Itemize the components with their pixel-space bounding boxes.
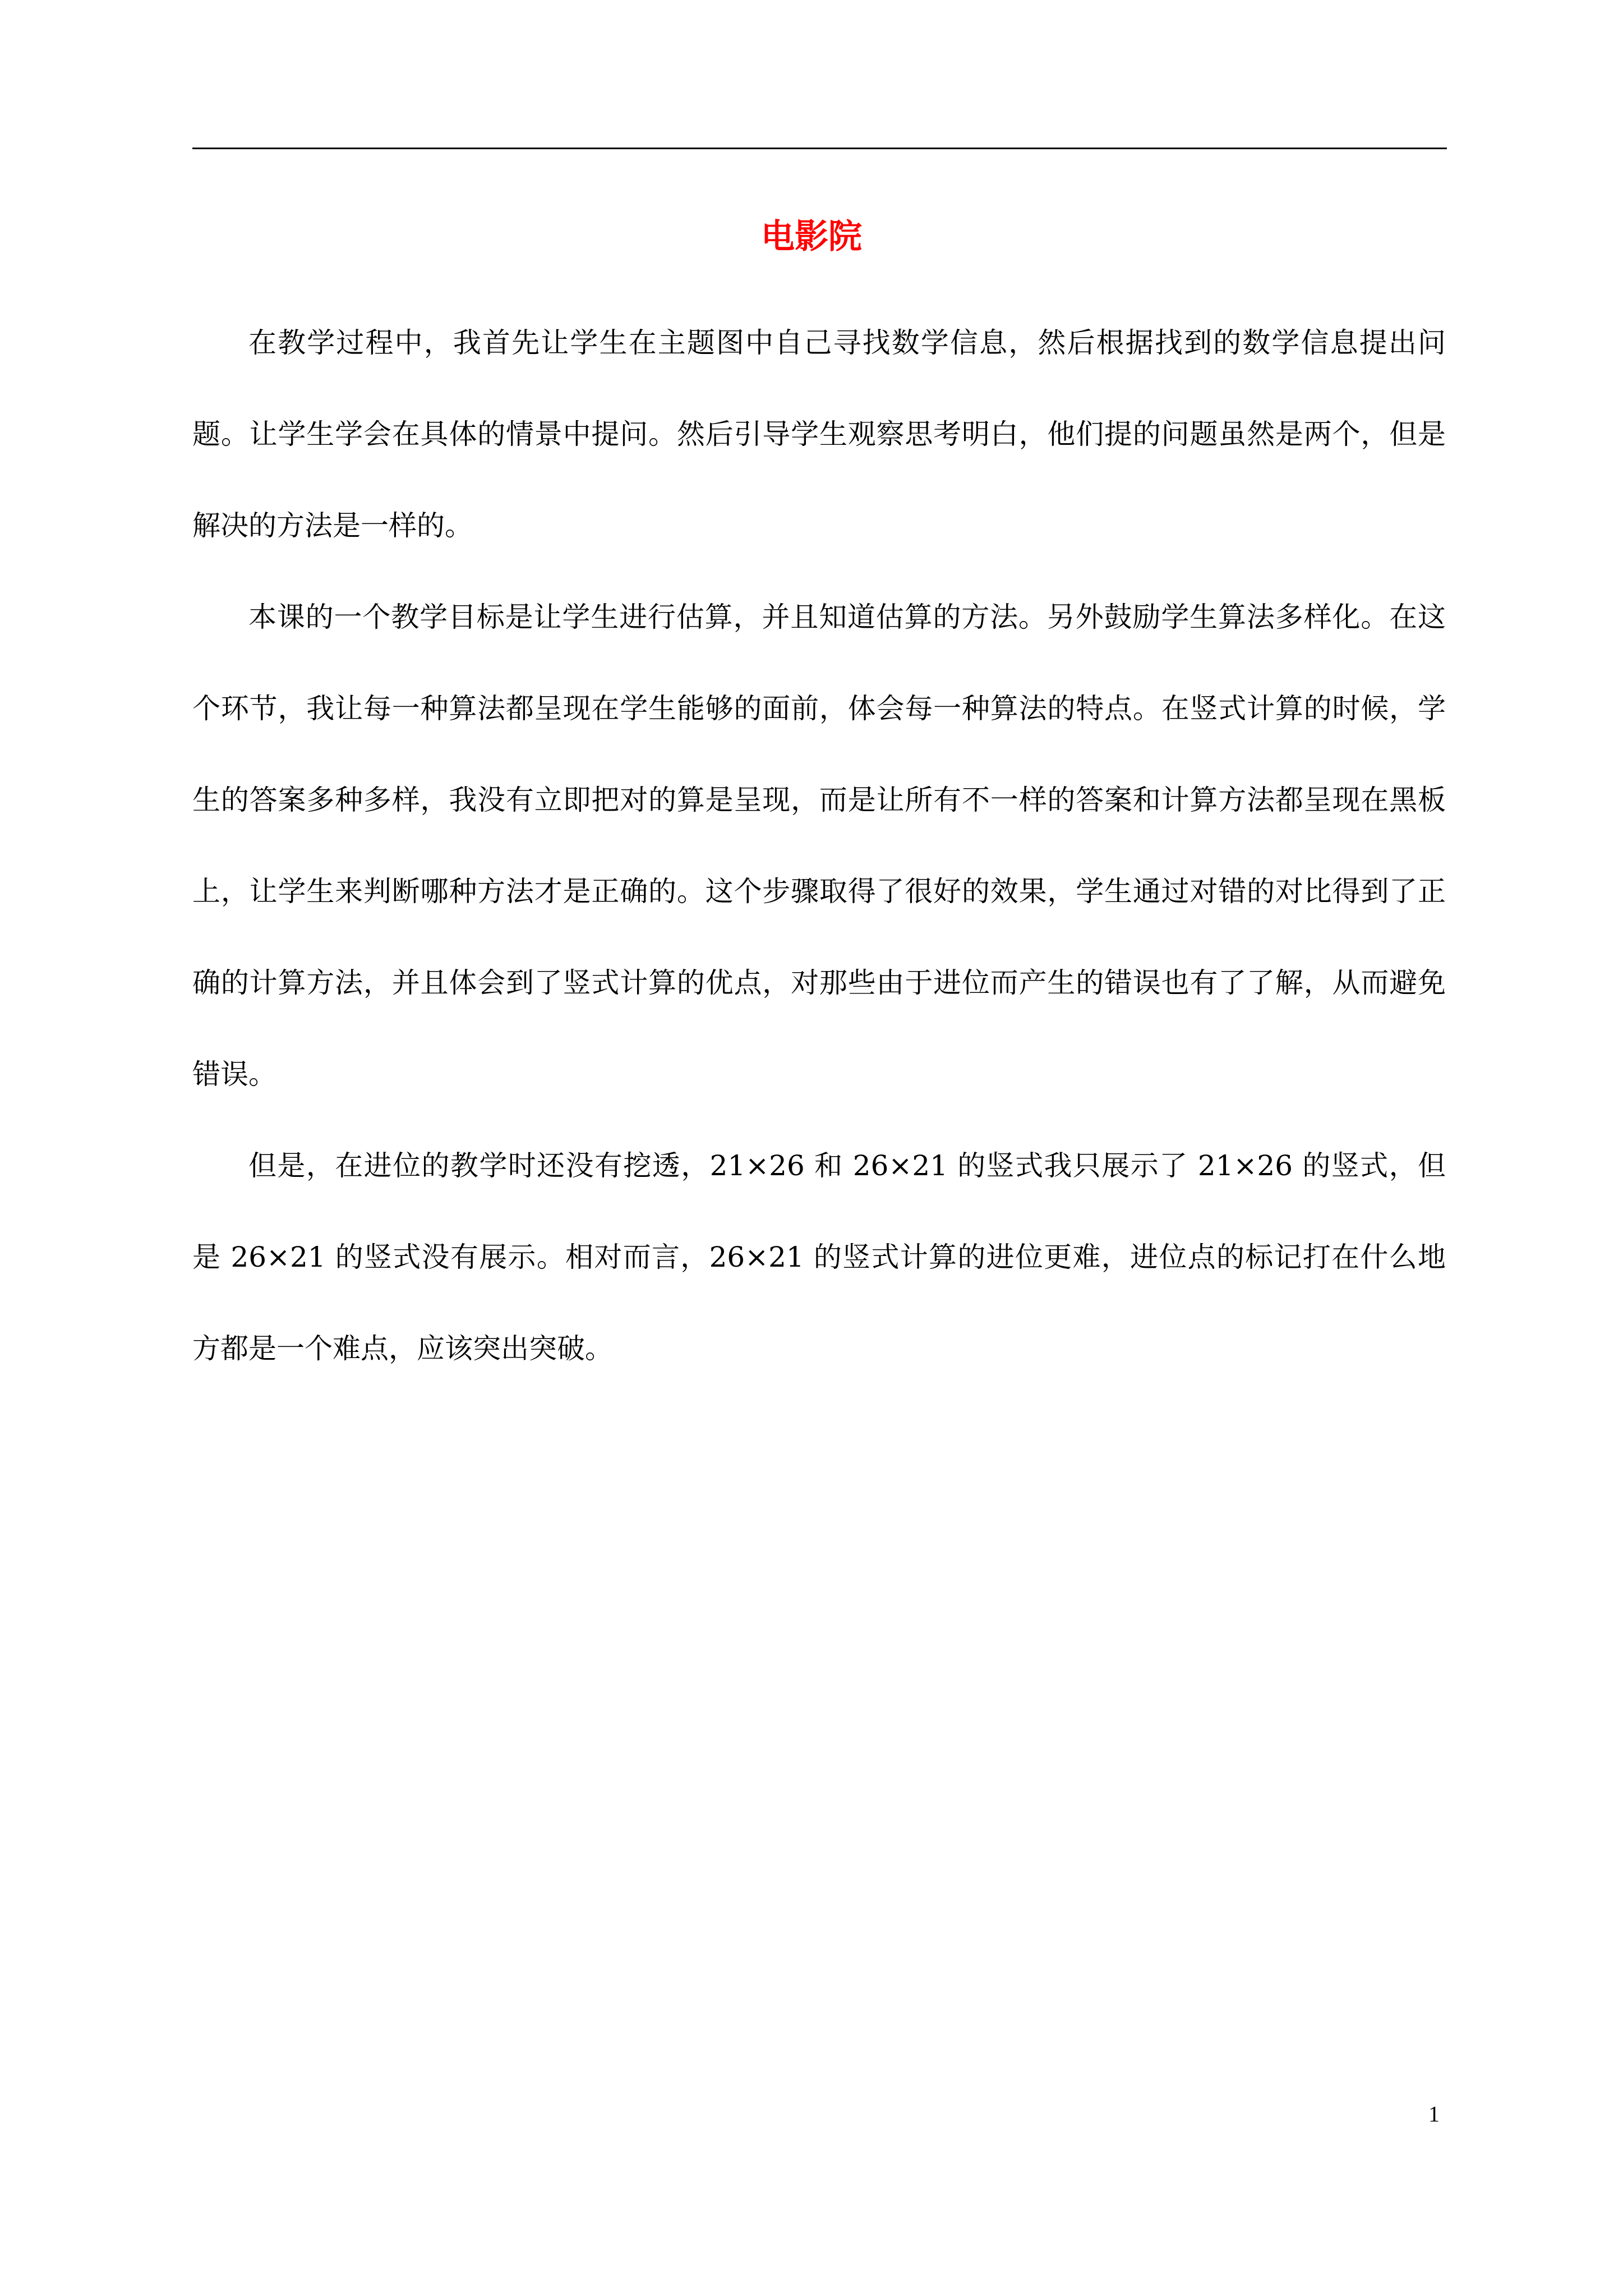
page-number: 1	[1428, 2101, 1440, 2127]
document-title: 电影院	[761, 217, 862, 256]
paragraph-2: 本课的一个教学目标是让学生进行估算，并且知道估算的方法。另外鼓励学生算法多样化。在这个环节，我让每一种算法都呈现在学生能够的面前，体会每一种算法的特点。在竖式计算的时候，学生的答案多种多样，我没有立即把对的算是呈现，而是让所有不一样的答案和计算方法都呈现在黑板上，让学生来判断哪种方法才是正确的。这个步骤取得了很好的效果，学生通过对错的对比得到了正确的计算方法，并且体会到了竖式计算的优点，对那些由于进位而产生的错误也有了了解，从而避免错误。	[192, 601, 1446, 1091]
paragraph-1: 在教学过程中，我首先让学生在主题图中自己寻找数学信息，然后根据找到的数学信息提出问题。让学生学会在具体的情景中提问。然后引导学生观察思考明白，他们提的问题虽然是两个，但是解决的方法是一样的。	[192, 326, 1446, 542]
header-rule	[192, 148, 1447, 149]
document-body	[192, 297, 1446, 1395]
paragraph-3: 但是，在进位的教学时还没有挖透，21×26 和 26×21 的竖式我只展示了 21×26 的竖式，但是 26×21 的竖式没有展示。相对而言，26×21 的竖式计算的进位更难，进位点的标记打在什么地方都是一个难点，应该突出突破。	[192, 1149, 1446, 1365]
